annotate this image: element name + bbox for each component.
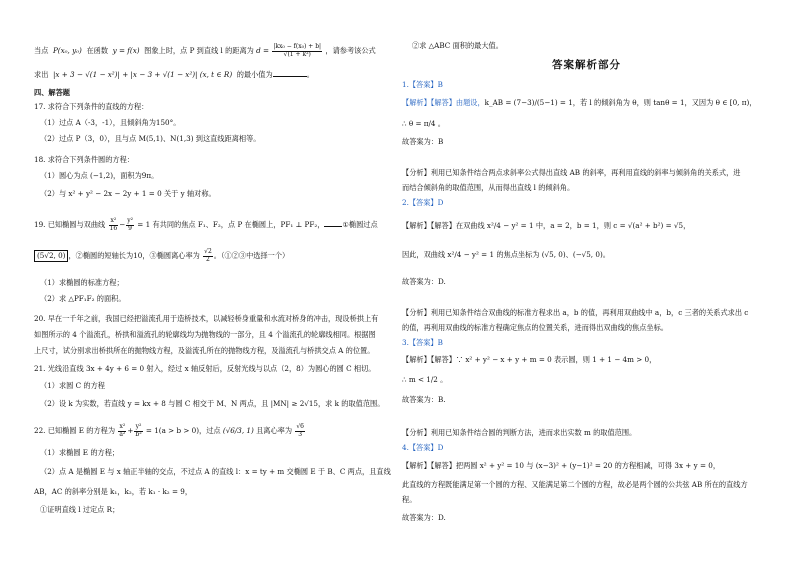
question-21-part-1: （1）求圆 C 的方程: [40, 381, 105, 390]
answer-3-key: 3.【答案】B: [402, 338, 443, 347]
answer-3-solution: 【解析】【解答】∵ x² + y² − x + y + m = 0 表示圆，则 1 + 1 − 4m > 0，: [402, 355, 657, 364]
question-18-part-1: （1）圆心为点 (−1,2)，面积为9π。: [40, 171, 159, 180]
question-17: 17. 求符合下列条件的直线的方程：: [34, 102, 149, 111]
answer-4-conclusion: 故答案为：D.: [402, 513, 446, 522]
answer-4-explanation: 此直线的方程既能满足第一个圆的方程、又能满足第二个圆的方程，故必是两个圆的公共弦 AB 所在的直线方: [402, 480, 748, 489]
question-18: 18. 求符合下列条件圆的方程：: [34, 155, 134, 164]
answer-1-analysis: 【分析】利用已知条件结合两点求斜率公式得出直线 AB 的斜率，再利用直线的斜率与倾斜角的关系式，进: [402, 168, 741, 177]
question-20-line-3: 上尺寸，试分别求出桥拱所在的抛物线方程，及溢流孔所在的抛物线方程，及溢流孔与桥拱交点 A 的位置。: [34, 346, 375, 355]
question-19-part-1: （1）求椭圆的标准方程；: [40, 278, 124, 287]
answer-1-key: 1.【答案】B: [402, 80, 443, 89]
answer-3-result: ∴ m < 1/2 。: [402, 375, 448, 384]
question-21-part-2: （2）设 k 为实数，若直线 y = kx + 8 与圆 C 相交于 M、N 两点，且 |MN| ≥ 2√15，求 k 的取值范围。: [40, 399, 385, 408]
answer-3-analysis: 【分析】利用已知条件结合圆的判断方法，进而求出实数 m 的取值范围。: [402, 428, 637, 437]
question-21: 21. 光线沿直线 3x + 4y + 6 = 0 射入，经过 x 轴反射后，反射光线与以点（2，8）为圆心的圆 C 相切。: [34, 364, 376, 373]
answer-3-conclusion: 故答案为：B.: [402, 395, 446, 404]
answer-2-analysis: 【分析】利用已知条件结合双曲线的标准方程求出 a，b 的值，再利用双曲线中 a，b，c 三者的关系式求出 c: [402, 308, 749, 317]
answer-blank: [273, 70, 307, 77]
answer-1-conclusion: 故答案为：B: [402, 137, 444, 146]
question-17-part-2: （2）过点 P（3，0），且与点 M(5,1)、N(1,3) 到这直线距离相等。: [40, 134, 261, 143]
answer-2-conclusion: 故答案为：D.: [402, 277, 446, 286]
section-heading: 四、解答题: [34, 88, 70, 97]
question-20-line-2: 如图所示的 4 个溢流孔，桥拱和溢流孔的轮廓线均为抛物线的一部分，且 4 个溢流孔的轮廓线相同。根据图: [34, 330, 376, 339]
answer-4-key: 4.【答案】D: [402, 443, 444, 452]
question-22-sub-1: ①证明直线 l 过定点 R；: [40, 505, 120, 514]
answer-2-solution: 【解析】【解答】在双曲线 x²/4 − y² = 1 中，a = 2，b = 1，则 c = √(a² + b²) = √5，: [402, 221, 691, 230]
question-20-line-1: 20. 早在一千年之前，我国已经把溢流孔用于造桥技术，以减轻桥身重量和水流对桥身的冲击，现设桥拱上有: [34, 314, 379, 323]
answers-title: 答案解析部分: [552, 59, 621, 71]
answer-4-solution: 【解析】【解答】把两圆 x² + y² = 10 与 (x−3)² + (y−1)² = 20 的方程相减，可得 3x + y = 0，: [402, 461, 721, 470]
question-19-part-2: （2）求 △PF₁F₂ 的面积。: [40, 294, 126, 303]
formula-intro-line: 当点 P(x₀, y₀) 在函数 y = f(x) 图象上时，点 P 到直线 l 的距离为 d = $\frac{\text{|kx₀ − f(x₀) + b|}}{\text{√(1 + k²)}}$ ，请参考该公式: [34, 43, 376, 58]
question-18-part-2: （2）与 x² + y² − 2x − 2y + 1 = 0 关于 y 轴对称。: [40, 189, 216, 198]
answer-2-foci: 因此，双曲线 x²/4 − y² = 1 的焦点坐标为 (√5, 0)、(−√5, 0)。: [402, 250, 610, 259]
answer-1-analysis-2: 而结合倾斜角的取值范围，从而得出直线 l 的倾斜角。: [402, 183, 575, 192]
question-22-part-2: （2）点 A 是椭圆 E 与 x 轴正半轴的交点，不过点 A 的直线 l：x = ty + m 交椭圆 E 于 B、C 两点，且直线: [40, 467, 391, 476]
question-19: 19. 已知椭圆与双曲线 $\frac{\text{x²}}{16}$ − $\frac{\text{y²}}{9}$ = 1 有共同的焦点 F₁、F₂，点 P 在椭圆上，PF₁ ⊥ PF₂， ①椭圆过点: [34, 217, 378, 232]
distance-formula: $\frac{\text{|kx₀ − f(x₀) + b|}}{\text{√(1 + k²)}}$: [273, 43, 322, 58]
answer-2-analysis-2: 的值，再利用双曲线的标准方程确定焦点的位置关系，进而得出双曲线的焦点坐标。: [402, 323, 668, 332]
question-19-conditions: (5√2, 0) ，②椭圆的短轴长为10，③椭圆离心率为 $\frac{√2}{2}$ 。（①②③中选择一个）: [34, 249, 289, 263]
question-22-part-1: （1）求椭圆 E 的方程；: [40, 448, 120, 457]
answer-1-result: ∴ θ = π/4 。: [402, 119, 445, 128]
answer-2-key: 2.【答案】D: [402, 198, 444, 207]
question-22-sub-2: ②求 △ABC 面积的最大值。: [412, 41, 503, 50]
question-17-part-1: （1）过点 A（-3，-1），且倾斜角为150°。: [40, 118, 181, 127]
answer-1-solution: 【解析】【解答】由题设，k_AB = (7−3)/(5−1) = 1，若 l 的倾斜角为 θ，则 tanθ = 1，又因为 θ ∈ [0, π)，: [402, 98, 757, 107]
answer-4-explanation-2: 程。: [402, 495, 417, 504]
question-22: 22. 已知椭圆 E 的方程为 $\frac{\text{x²}}{\text{a²}}$ + $\frac{\text{y²}}{\text{b²}}$ = 1(a > b > 0)，过点 (√6/3, 1) 且离心率为 $\frac{√6}{3}$: [34, 423, 304, 438]
min-value-question: 求出 |x + 3 − √(1 − x²)| + |x − 3 + √(1 − x²)| (x, t ∈ R) 的最小值为 。: [34, 70, 314, 79]
question-22-part-2b: AB，AC 的斜率分别是 k₁，k₂，若 k₁ · k₂ = 9，: [34, 487, 193, 496]
